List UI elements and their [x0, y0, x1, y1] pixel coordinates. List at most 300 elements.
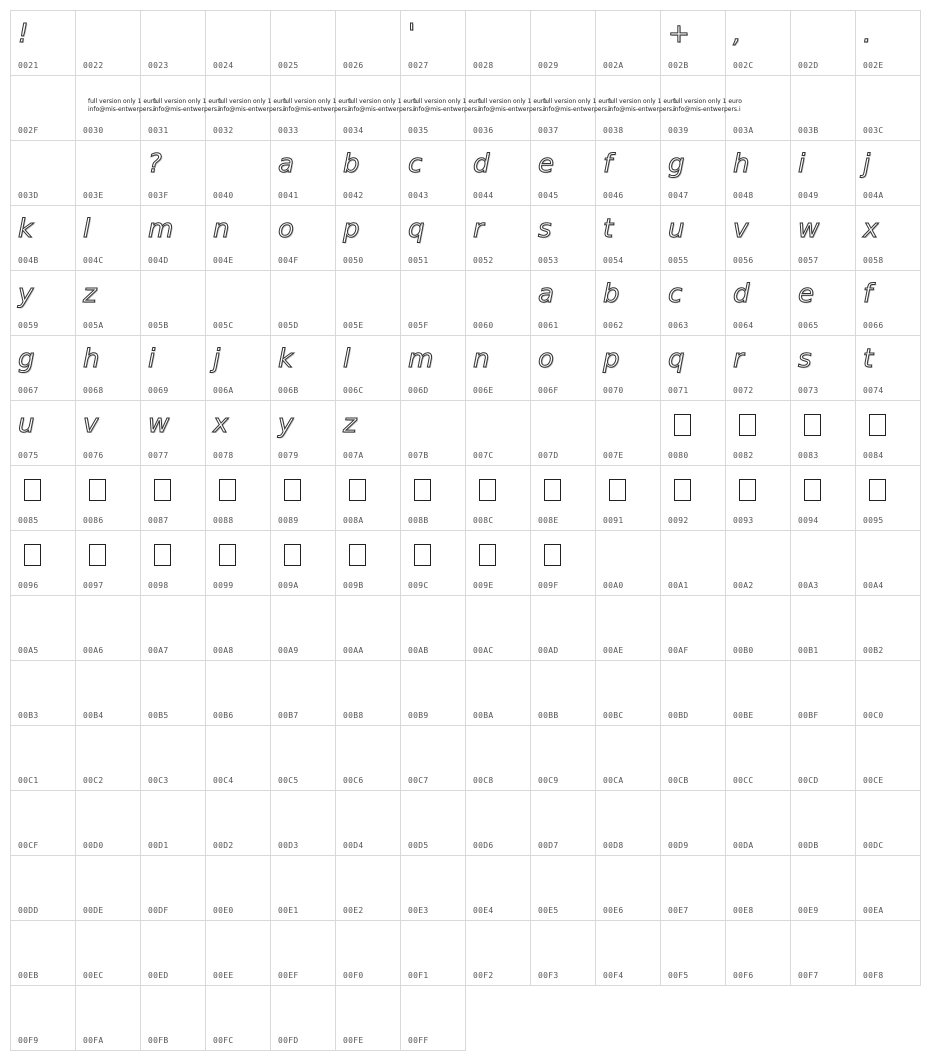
glyph-code-label: 00F0 — [343, 971, 364, 980]
glyph-cell — [141, 986, 206, 1051]
glyph-cell — [856, 11, 921, 76]
glyph-cell — [76, 11, 141, 76]
glyph-cell — [76, 726, 141, 791]
glyph-code-label: 0067 — [18, 386, 39, 395]
glyph-code-label: 00E5 — [538, 906, 559, 915]
glyph-cell — [141, 531, 206, 596]
missing-glyph-box — [739, 414, 756, 436]
glyph-cell — [401, 856, 466, 921]
glyph-code-label: 00BF — [798, 711, 819, 720]
glyph-code-label: 007E — [603, 451, 624, 460]
glyph-sample: d — [473, 149, 490, 179]
glyph-cell — [791, 336, 856, 401]
glyph-code-label: 00C6 — [343, 776, 364, 785]
glyph-cell — [141, 141, 206, 206]
glyph-cell — [466, 726, 531, 791]
glyph-cell — [856, 791, 921, 856]
glyph-cell — [856, 531, 921, 596]
glyph-code-label: 005C — [213, 321, 234, 330]
glyph-code-label: 009C — [408, 581, 429, 590]
glyph-code-label: 0089 — [278, 516, 299, 525]
glyph-cell — [401, 76, 482, 141]
glyph-code-label: 0023 — [148, 61, 169, 70]
glyph-cell — [531, 336, 596, 401]
glyph-cell — [596, 11, 661, 76]
glyph-code-label: 00BA — [473, 711, 494, 720]
glyph-code-label: 00DE — [83, 906, 104, 915]
missing-glyph-box — [804, 479, 821, 501]
glyph-code-label: 004C — [83, 256, 104, 265]
glyph-cell — [726, 11, 791, 76]
glyph-cell — [661, 271, 726, 336]
glyph-code-label: 005B — [148, 321, 169, 330]
glyph-cell — [531, 206, 596, 271]
glyph-cell — [76, 531, 141, 596]
glyph-code-label: 007A — [343, 451, 364, 460]
glyph-code-label: 00C7 — [408, 776, 429, 785]
glyph-cell — [11, 726, 76, 791]
glyph-cell — [726, 791, 791, 856]
glyph-sample: c — [668, 279, 683, 309]
missing-glyph-box — [154, 479, 171, 501]
glyph-cell — [271, 596, 336, 661]
glyph-code-label: 0079 — [278, 451, 299, 460]
glyph-cell — [856, 661, 921, 726]
glyph-cell — [11, 921, 76, 986]
glyph-cell — [791, 141, 856, 206]
glyph-cell — [791, 466, 856, 531]
glyph-cell — [141, 11, 206, 76]
glyph-cell — [596, 336, 661, 401]
glyph-cell — [76, 466, 141, 531]
glyph-code-label: 00DF — [148, 906, 169, 915]
glyph-cell — [271, 726, 336, 791]
glyph-code-label: 00B1 — [798, 646, 819, 655]
glyph-code-label: 00E7 — [668, 906, 689, 915]
glyph-sample: b — [343, 149, 360, 179]
missing-glyph-box — [869, 414, 886, 436]
glyph-cell — [11, 791, 76, 856]
glyph-code-label: 0065 — [798, 321, 819, 330]
glyph-cell — [206, 401, 271, 466]
glyph-cell — [661, 921, 726, 986]
glyph-code-label: 00A3 — [798, 581, 819, 590]
glyph-code-label: 00C3 — [148, 776, 169, 785]
glyph-code-label: 00F5 — [668, 971, 689, 980]
glyph-code-label: 00C1 — [18, 776, 39, 785]
glyph-code-label: 00F3 — [538, 971, 559, 980]
glyph-code-label: 00A5 — [18, 646, 39, 655]
glyph-code-label: 00B0 — [733, 646, 754, 655]
glyph-cell — [466, 856, 531, 921]
glyph-code-label: 00C4 — [213, 776, 234, 785]
glyph-code-label: 004B — [18, 256, 39, 265]
glyph-code-label: 0073 — [798, 386, 819, 395]
glyph-cell — [726, 726, 791, 791]
glyph-cell — [336, 856, 401, 921]
glyph-sample: ' — [408, 19, 416, 49]
glyph-code-label: 00A9 — [278, 646, 299, 655]
glyph-code-label: 007C — [473, 451, 494, 460]
glyph-cell — [726, 336, 791, 401]
glyph-code-label: 0074 — [863, 386, 884, 395]
glyph-sample: k — [278, 344, 294, 374]
glyph-sample: e — [798, 279, 814, 309]
glyph-cell — [726, 661, 791, 726]
glyph-sample: t — [603, 214, 614, 244]
glyph-cell — [661, 401, 726, 466]
glyph-code-label: 0060 — [473, 321, 494, 330]
glyph-cell — [596, 791, 661, 856]
glyph-code-label: 002A — [603, 61, 624, 70]
missing-glyph-box — [414, 479, 431, 501]
glyph-cell — [791, 76, 856, 141]
demo-notice-text: full version only 1 euro info@mis-entwerpers.i — [153, 98, 222, 113]
glyph-cell — [726, 596, 791, 661]
glyph-cell — [271, 921, 336, 986]
missing-glyph-box — [609, 479, 626, 501]
glyph-code-label: 00AF — [668, 646, 689, 655]
glyph-cell — [401, 726, 466, 791]
glyph-code-label: 00E6 — [603, 906, 624, 915]
glyph-sample: l — [343, 344, 351, 374]
glyph-cell — [466, 76, 547, 141]
glyph-cell — [401, 11, 466, 76]
missing-glyph-box — [349, 479, 366, 501]
glyph-code-label: 00B2 — [863, 646, 884, 655]
glyph-cell — [726, 531, 791, 596]
glyph-code-label: 009B — [343, 581, 364, 590]
glyph-code-label: 0057 — [798, 256, 819, 265]
glyph-code-label: 0061 — [538, 321, 559, 330]
glyph-sample: n — [473, 344, 490, 374]
glyph-cell — [206, 726, 271, 791]
glyph-sample: y — [278, 409, 294, 439]
glyph-cell — [206, 141, 271, 206]
glyph-code-label: 00AE — [603, 646, 624, 655]
glyph-code-label: 0045 — [538, 191, 559, 200]
glyph-code-label: 00E9 — [798, 906, 819, 915]
glyph-code-label: 0098 — [148, 581, 169, 590]
glyph-code-label: 003F — [148, 191, 169, 200]
glyph-cell — [791, 271, 856, 336]
glyph-code-label: 0077 — [148, 451, 169, 460]
glyph-sample: a — [278, 149, 294, 179]
glyph-cell — [466, 271, 531, 336]
glyph-code-label: 00E2 — [343, 906, 364, 915]
glyph-sample: o — [538, 344, 554, 374]
glyph-code-label: 0063 — [668, 321, 689, 330]
glyph-cell — [271, 401, 336, 466]
glyph-code-label: 00A6 — [83, 646, 104, 655]
glyph-code-label: 00C8 — [473, 776, 494, 785]
demo-notice-text: full version only 1 euro info@mis-entwerpers.i — [218, 98, 287, 113]
glyph-cell — [11, 986, 76, 1051]
glyph-code-label: 0097 — [83, 581, 104, 590]
demo-notice-text: full version only 1 euro info@mis-entwerpers.i — [413, 98, 482, 113]
glyph-sample: b — [603, 279, 620, 309]
glyph-code-label: 00D1 — [148, 841, 169, 850]
glyph-code-label: 0080 — [668, 451, 689, 460]
glyph-code-label: 0039 — [668, 126, 689, 135]
glyph-code-label: 0028 — [473, 61, 494, 70]
glyph-cell — [466, 661, 531, 726]
missing-glyph-box — [284, 479, 301, 501]
glyph-cell — [206, 921, 271, 986]
glyph-cell — [271, 791, 336, 856]
glyph-cell — [206, 596, 271, 661]
glyph-code-label: 0051 — [408, 256, 429, 265]
glyph-cell — [466, 206, 531, 271]
glyph-code-label: 0066 — [863, 321, 884, 330]
glyph-code-label: 00ED — [148, 971, 169, 980]
glyph-cell — [726, 141, 791, 206]
glyph-code-label: 00AD — [538, 646, 559, 655]
glyph-cell — [401, 986, 466, 1051]
glyph-sample: g — [18, 344, 35, 374]
glyph-cell — [661, 791, 726, 856]
glyph-cell — [531, 856, 596, 921]
glyph-sample: w — [148, 409, 170, 439]
glyph-code-label: 0025 — [278, 61, 299, 70]
glyph-code-label: 00CC — [733, 776, 754, 785]
glyph-code-label: 00EB — [18, 971, 39, 980]
glyph-cell — [271, 206, 336, 271]
glyph-cell — [206, 271, 271, 336]
missing-glyph-box — [24, 544, 41, 566]
glyph-cell — [791, 206, 856, 271]
glyph-code-label: 00FC — [213, 1036, 234, 1045]
missing-glyph-box — [739, 479, 756, 501]
glyph-code-label: 008E — [538, 516, 559, 525]
glyph-cell — [206, 206, 271, 271]
missing-glyph-box — [869, 479, 886, 501]
glyph-cell — [466, 466, 531, 531]
glyph-code-label: 00C0 — [863, 711, 884, 720]
glyph-cell — [466, 531, 531, 596]
missing-glyph-box — [544, 479, 561, 501]
glyph-code-label: 0071 — [668, 386, 689, 395]
glyph-cell — [661, 661, 726, 726]
glyph-cell — [531, 791, 596, 856]
glyph-sample: j — [863, 149, 871, 179]
glyph-code-label: 006A — [213, 386, 234, 395]
missing-glyph-box — [284, 544, 301, 566]
glyph-code-label: 008C — [473, 516, 494, 525]
glyph-cell — [856, 726, 921, 791]
glyph-code-label: 0042 — [343, 191, 364, 200]
glyph-cell — [336, 336, 401, 401]
glyph-code-label: 007B — [408, 451, 429, 460]
glyph-code-label: 00E3 — [408, 906, 429, 915]
glyph-cell — [206, 336, 271, 401]
glyph-code-label: 00A2 — [733, 581, 754, 590]
glyph-cell — [531, 141, 596, 206]
glyph-code-label: 00DB — [798, 841, 819, 850]
glyph-code-label: 0037 — [538, 126, 559, 135]
glyph-cell — [726, 401, 791, 466]
glyph-code-label: 00F9 — [18, 1036, 39, 1045]
glyph-cell — [531, 401, 596, 466]
glyph-code-label: 00E1 — [278, 906, 299, 915]
glyph-code-label: 00AA — [343, 646, 364, 655]
glyph-cell — [206, 791, 271, 856]
glyph-code-label: 0029 — [538, 61, 559, 70]
glyph-code-label: 00C9 — [538, 776, 559, 785]
glyph-code-label: 005D — [278, 321, 299, 330]
glyph-cell — [76, 986, 141, 1051]
glyph-code-label: 003A — [733, 126, 754, 135]
glyph-code-label: 00CF — [18, 841, 39, 850]
glyph-code-label: 0031 — [148, 126, 169, 135]
glyph-cell — [271, 271, 336, 336]
glyph-code-label: 00BB — [538, 711, 559, 720]
glyph-cell — [11, 856, 76, 921]
glyph-code-label: 003E — [83, 191, 104, 200]
glyph-cell — [466, 921, 531, 986]
glyph-cell — [661, 11, 726, 76]
glyph-code-label: 0034 — [343, 126, 364, 135]
glyph-cell — [336, 206, 401, 271]
glyph-code-label: 0095 — [863, 516, 884, 525]
glyph-code-label: 00BC — [603, 711, 624, 720]
glyph-cell — [596, 596, 661, 661]
glyph-cell — [726, 466, 791, 531]
glyph-sample: o — [278, 214, 294, 244]
glyph-code-label: 00CA — [603, 776, 624, 785]
glyph-cell — [596, 726, 661, 791]
glyph-cell — [11, 11, 76, 76]
glyph-code-label: 002D — [798, 61, 819, 70]
glyph-code-label: 00D4 — [343, 841, 364, 850]
glyph-cell — [726, 921, 791, 986]
glyph-cell — [661, 206, 726, 271]
glyph-code-label: 0082 — [733, 451, 754, 460]
glyph-code-label: 0083 — [798, 451, 819, 460]
glyph-sample: x — [863, 214, 879, 244]
glyph-cell — [76, 76, 157, 141]
glyph-code-label: 0052 — [473, 256, 494, 265]
demo-notice-text: full version only 1 euro info@mis-entwerpers.i — [348, 98, 417, 113]
glyph-code-label: 003D — [18, 191, 39, 200]
glyph-code-label: 00F6 — [733, 971, 754, 980]
glyph-cell — [206, 661, 271, 726]
glyph-code-label: 002E — [863, 61, 884, 70]
glyph-sample: ? — [148, 149, 162, 179]
glyph-cell — [531, 661, 596, 726]
glyph-code-label: 006E — [473, 386, 494, 395]
glyph-code-label: 0085 — [18, 516, 39, 525]
glyph-cell — [596, 76, 677, 141]
glyph-code-label: 00A7 — [148, 646, 169, 655]
glyph-code-label: 00C2 — [83, 776, 104, 785]
glyph-cell — [401, 336, 466, 401]
glyph-cell — [141, 726, 206, 791]
glyph-code-label: 0024 — [213, 61, 234, 70]
glyph-code-label: 0091 — [603, 516, 624, 525]
glyph-code-label: 00D7 — [538, 841, 559, 850]
glyph-cell — [11, 466, 76, 531]
demo-notice-text: full version only 1 euro info@mis-entwerpers.i — [543, 98, 612, 113]
glyph-code-label: 00A1 — [668, 581, 689, 590]
glyph-sample: f — [863, 279, 873, 309]
glyph-cell — [401, 531, 466, 596]
glyph-cell — [336, 661, 401, 726]
demo-notice-text: full version only 1 euro info@mis-entwerpers.i — [673, 98, 742, 113]
glyph-code-label: 006F — [538, 386, 559, 395]
glyph-sample: p — [603, 344, 620, 374]
glyph-code-label: 009A — [278, 581, 299, 590]
glyph-cell — [11, 206, 76, 271]
glyph-code-label: 0087 — [148, 516, 169, 525]
glyph-cell — [596, 661, 661, 726]
glyph-cell — [271, 11, 336, 76]
glyph-cell — [856, 856, 921, 921]
glyph-sample: s — [538, 214, 552, 244]
glyph-code-label: 0035 — [408, 126, 429, 135]
glyph-code-label: 006C — [343, 386, 364, 395]
glyph-cell — [791, 791, 856, 856]
glyph-code-label: 00E8 — [733, 906, 754, 915]
missing-glyph-box — [219, 479, 236, 501]
glyph-cell — [401, 921, 466, 986]
glyph-code-label: 0099 — [213, 581, 234, 590]
glyph-cell — [466, 336, 531, 401]
glyph-code-label: 009F — [538, 581, 559, 590]
glyph-cell — [76, 856, 141, 921]
glyph-cell — [596, 206, 661, 271]
glyph-code-label: 0022 — [83, 61, 104, 70]
glyph-cell — [141, 466, 206, 531]
glyph-cell — [661, 336, 726, 401]
glyph-sample: , — [733, 19, 742, 49]
glyph-code-label: 00DA — [733, 841, 754, 850]
glyph-code-label: 004A — [863, 191, 884, 200]
glyph-code-label: 004F — [278, 256, 299, 265]
glyph-code-label: 00CE — [863, 776, 884, 785]
glyph-cell — [661, 531, 726, 596]
glyph-sample: g — [668, 149, 685, 179]
missing-glyph-box — [89, 544, 106, 566]
glyph-code-label: 0050 — [343, 256, 364, 265]
glyph-cell — [531, 11, 596, 76]
glyph-cell — [11, 401, 76, 466]
glyph-code-label: 0027 — [408, 61, 429, 70]
glyph-code-label: 00B5 — [148, 711, 169, 720]
glyph-sample: r — [733, 344, 744, 374]
glyph-cell — [596, 856, 661, 921]
glyph-code-label: 00F8 — [863, 971, 884, 980]
glyph-sample: n — [213, 214, 230, 244]
glyph-code-label: 0032 — [213, 126, 234, 135]
glyph-cell — [401, 466, 466, 531]
glyph-code-label: 008B — [408, 516, 429, 525]
glyph-sample: z — [343, 409, 357, 439]
glyph-cell — [76, 141, 141, 206]
glyph-code-label: 0033 — [278, 126, 299, 135]
glyph-cell — [141, 401, 206, 466]
glyph-code-label: 00BE — [733, 711, 754, 720]
glyph-cell — [791, 596, 856, 661]
glyph-cell — [141, 76, 222, 141]
glyph-cell — [11, 141, 76, 206]
glyph-code-label: 004E — [213, 256, 234, 265]
glyph-code-label: 0059 — [18, 321, 39, 330]
glyph-cell — [271, 856, 336, 921]
glyph-code-label: 00EC — [83, 971, 104, 980]
glyph-cell — [141, 596, 206, 661]
glyph-code-label: 0070 — [603, 386, 624, 395]
